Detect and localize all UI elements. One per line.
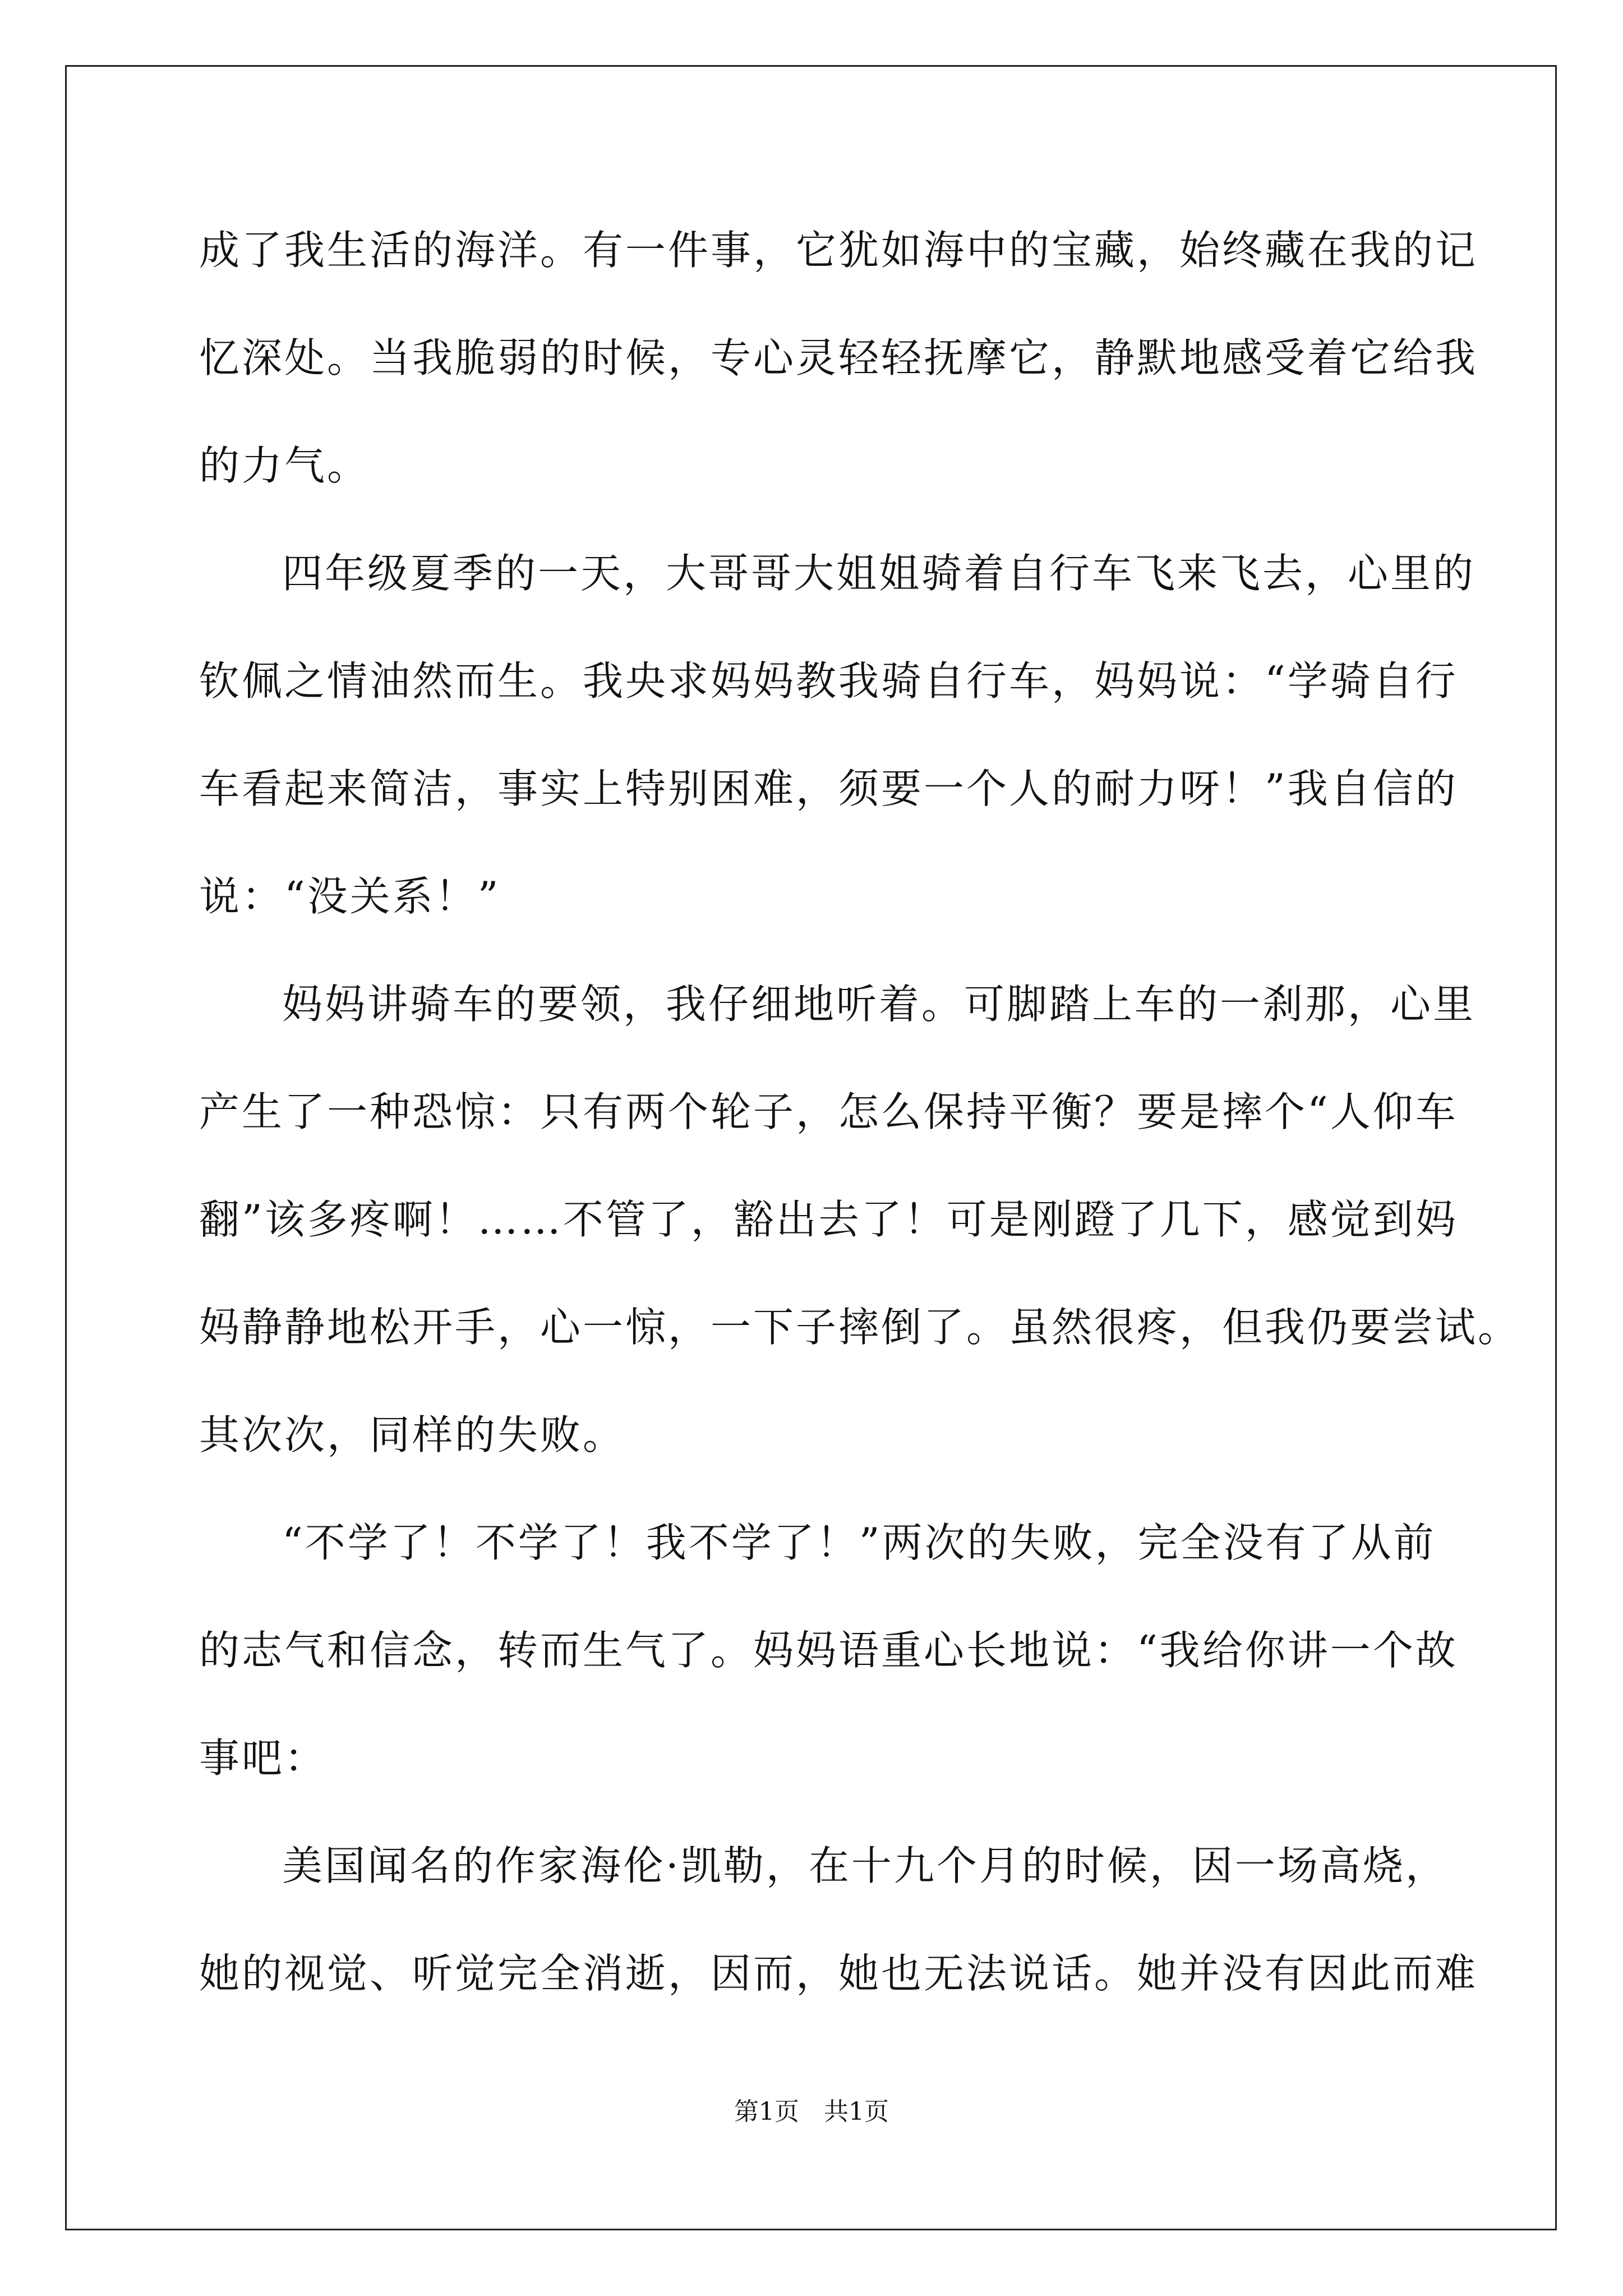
text-line-5: 钦佩之情油然而生。我央求妈妈教我骑自行车，妈妈说：“学骑自行 [199, 657, 1458, 705]
text-line-8: 妈妈讲骑车的要领，我仔细地听着。可脚踏上车的一刹那，心里 [282, 981, 1476, 1028]
text-line-15: 事吧： [199, 1734, 328, 1782]
text-line-13: “不学了！不学了！我不学了！”两次的失败，完全没有了从前 [282, 1519, 1436, 1566]
page-number-footer: 第1页 共1页 [734, 2097, 889, 2126]
text-line-4: 四年级夏季的一天，大哥哥大姐姐骑着自行车飞来飞去，心里的 [282, 550, 1476, 597]
text-line-1: 成了我生活的海洋。有一件事，它犹如海中的宝藏，始终藏在我的记 [199, 227, 1478, 274]
text-line-2: 忆深处。当我脆弱的时候，专心灵轻轻抚摩它，静默地感受着它给我 [199, 334, 1478, 381]
text-line-12: 其次次，同样的失败。 [199, 1411, 626, 1458]
text-line-10: 翻”该多疼啊！……不管了，豁出去了！可是刚蹬了几下，感觉到妈 [199, 1196, 1458, 1243]
text-line-17: 她的视觉、听觉完全消逝，因而，她也无法说话。她并没有因此而难 [199, 1950, 1478, 1997]
text-line-9: 产生了一种恐惊：只有两个轮子，怎么保持平衡？要是摔个“人仰车 [199, 1088, 1458, 1135]
text-line-14: 的志气和信念，转而生气了。妈妈语重心长地说：“我给你讲一个故 [199, 1627, 1458, 1674]
document-body [199, 224, 1521, 2055]
text-line-6: 车看起来简洁，事实上特别困难，须要一个人的耐力呀！”我自信的 [199, 765, 1458, 812]
text-line-7: 说：“没关系！” [199, 873, 501, 920]
text-line-11: 妈静静地松开手，心一惊，一下子摔倒了。虽然很疼，但我仍要尝试。 [199, 1304, 1521, 1351]
text-line-16: 美国闻名的作家海伦·凯勒，在十九个月的时候，因一场高烧， [282, 1842, 1448, 1889]
text-line-3: 的力气。 [199, 442, 370, 489]
